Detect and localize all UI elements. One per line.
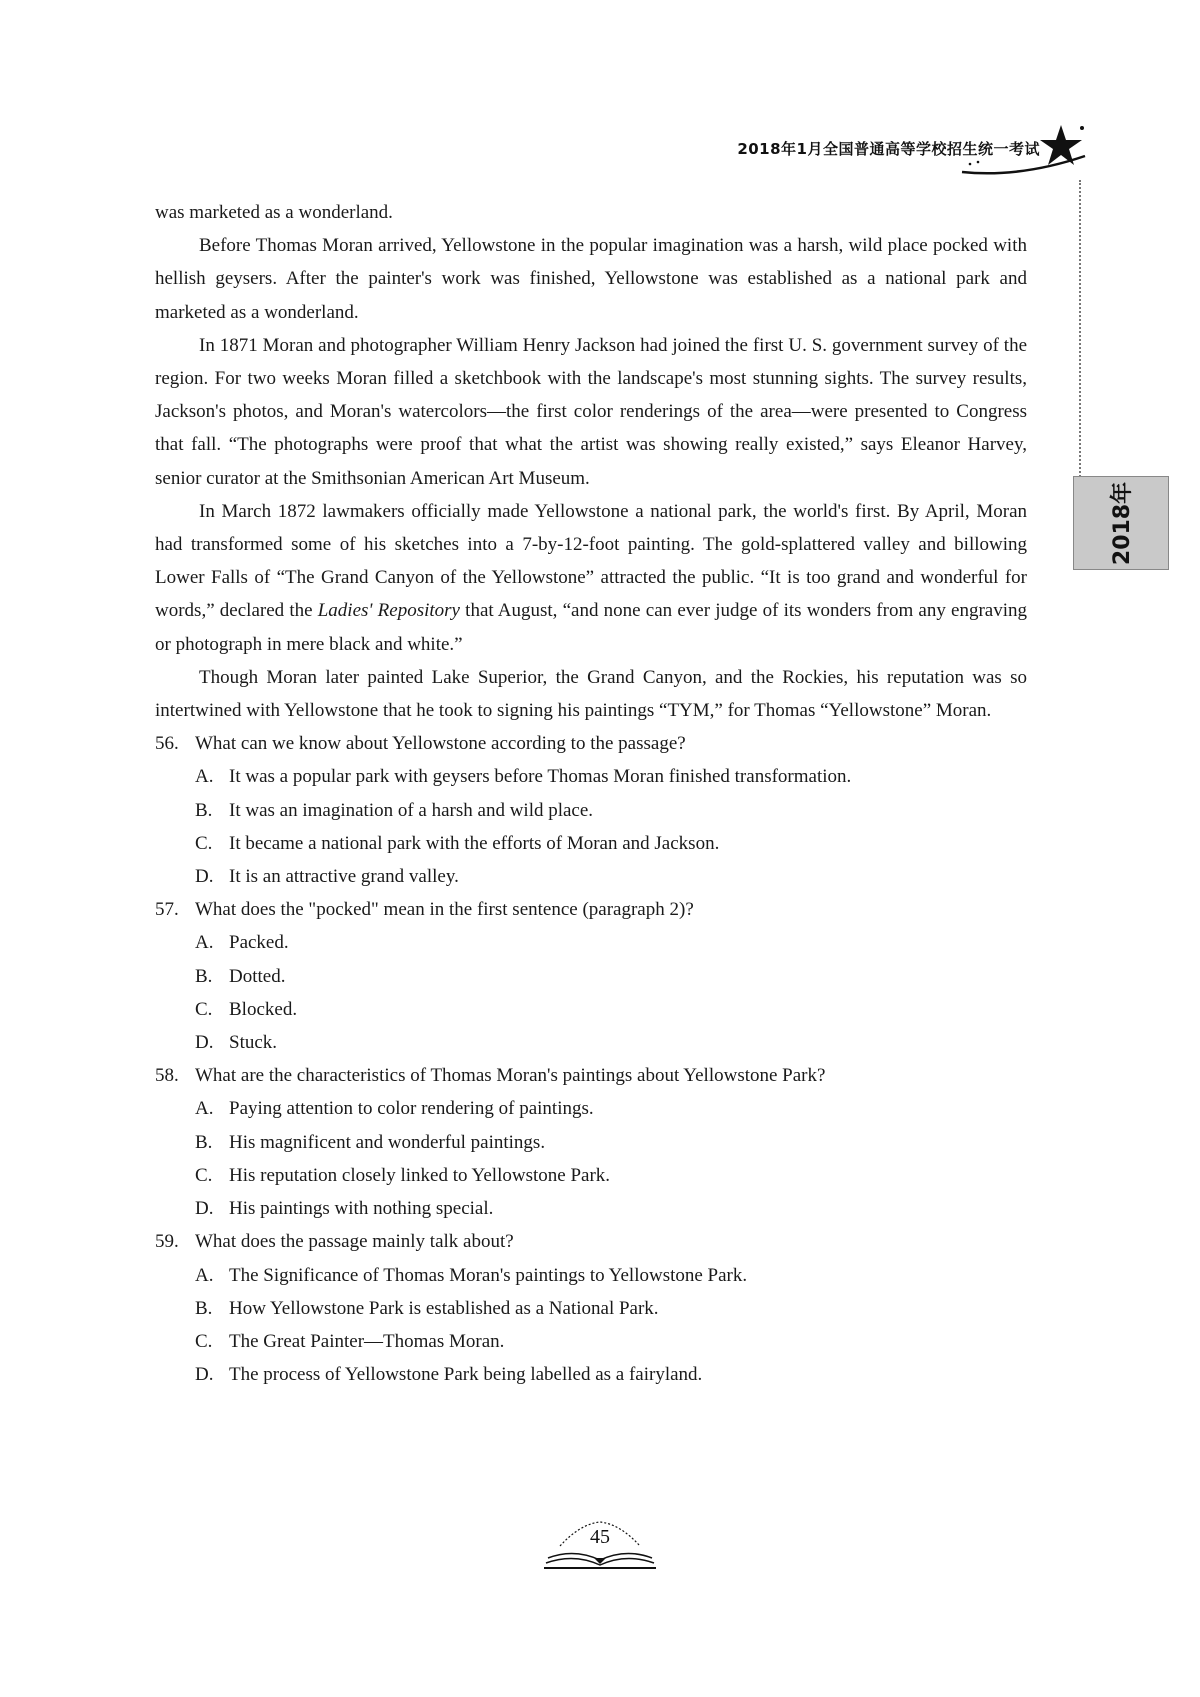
option-text: Stuck.: [229, 1032, 278, 1054]
option-key: B.: [195, 799, 213, 821]
option-text: Paying attention to color rendering of paintings.: [229, 1098, 594, 1120]
passage-paragraph: [155, 495, 1027, 661]
option-text: Blocked.: [229, 998, 298, 1020]
question-stem: [155, 1059, 1027, 1092]
answer-option: [155, 960, 1027, 993]
answer-option: [155, 1325, 1027, 1358]
exam-header-title: 2018年1月全国普通高等学校招生统一考试: [737, 140, 1040, 158]
answer-option: [155, 1159, 1027, 1192]
question-text: What are the characteristics of Thomas Moran's paintings about Yellowstone Park?: [195, 1065, 826, 1087]
option-key: B.: [195, 965, 213, 987]
passage-paragraph: Though Moran later painted Lake Superior, the Grand Canyon, and the Rockies, his reputation was so intertwined with Yellowstone that he took to signing his paintings “TYM,” for Thomas “Yellowstone” Moran.: [155, 666, 1027, 722]
answer-option: [155, 794, 1027, 827]
answer-option: [155, 1092, 1027, 1125]
answer-option: [155, 1292, 1027, 1325]
answer-option: [155, 1126, 1027, 1159]
answer-option: [155, 1358, 1027, 1391]
answer-option: [155, 993, 1027, 1026]
option-key: D.: [195, 1198, 214, 1220]
option-key: A.: [195, 766, 214, 788]
option-key: D.: [195, 866, 214, 888]
question-number: 56.: [155, 733, 179, 755]
passage-text: In March 1872 lawmakers officially made Yellowstone a national park, the world's first. By April, Moran had transformed some of his sketches into a 7-by-12-foot painting. The gold-splattered valley and billowing Lower Falls of “The Grand Canyon of the Yellowstone” attracted the public. “It is too grand and wonderful for words,” declared the: [155, 500, 1027, 622]
question-number: 59.: [155, 1231, 179, 1253]
passage-paragraph: Before Thomas Moran arrived, Yellowstone in the popular imagination was a harsh, wild place pocked with hellish geysers. After the painter's work was finished, Yellowstone was established as a national park and marketed as a wonderland.: [155, 235, 1027, 323]
option-text: Dotted.: [229, 965, 286, 987]
option-text: It became a national park with the efforts of Moran and Jackson.: [229, 832, 720, 854]
answer-option: [155, 1192, 1027, 1225]
option-text: How Yellowstone Park is established as a National Park.: [229, 1297, 659, 1319]
year-side-tab-label: 2018年: [1110, 481, 1136, 565]
option-text: His paintings with nothing special.: [229, 1198, 494, 1220]
option-text: The Great Painter—Thomas Moran.: [229, 1330, 505, 1352]
option-text: It is an attractive grand valley.: [229, 866, 459, 888]
option-text: His magnificent and wonderful paintings.: [229, 1131, 546, 1153]
question-number: 58.: [155, 1065, 179, 1087]
option-text: Packed.: [229, 932, 289, 954]
option-key: D.: [195, 1032, 214, 1054]
passage-paragraph: In 1871 Moran and photographer William Henry Jackson had joined the first U. S. government survey of the region. For two weeks Moran filled a sketchbook with the landscape's most stunning sights. The survey results, Jackson's photos, and Moran's watercolors—the first color renderings of the area—were presented to Congress that fall. “The photographs were proof that what the artist was showing really existed,” says Eleanor Harvey, senior curator at the Smithsonian American Art Museum.: [155, 334, 1027, 489]
page-footer: [540, 1518, 660, 1576]
option-text: The Significance of Thomas Moran's paintings to Yellowstone Park.: [229, 1264, 748, 1286]
answer-option: [155, 760, 1027, 793]
passage-paragraph: was marketed as a wonderland.: [155, 202, 393, 223]
option-key: B.: [195, 1297, 213, 1319]
page-number: 45: [590, 1526, 610, 1548]
option-text: It was a popular park with geysers before Thomas Moran finished transformation.: [229, 766, 852, 788]
answer-option: [155, 827, 1027, 860]
option-key: A.: [195, 932, 214, 954]
reading-content: [155, 196, 1027, 1391]
question-list: [155, 727, 1027, 1391]
swoosh-decoration: [960, 150, 1090, 180]
option-key: A.: [195, 1264, 214, 1286]
question-text: What does the passage mainly talk about?: [195, 1231, 514, 1253]
option-key: C.: [195, 832, 213, 854]
option-key: A.: [195, 1098, 214, 1120]
option-text: His reputation closely linked to Yellowstone Park.: [229, 1164, 611, 1186]
option-key: C.: [195, 1330, 213, 1352]
answer-option: [155, 860, 1027, 893]
margin-dotted-line: [1079, 180, 1081, 480]
year-side-tab: [1073, 476, 1169, 570]
option-key: C.: [195, 998, 213, 1020]
question-number: 57.: [155, 899, 179, 921]
option-key: C.: [195, 1164, 213, 1186]
question-stem: [155, 1225, 1027, 1258]
option-text: It was an imagination of a harsh and wild place.: [229, 799, 594, 821]
option-key: D.: [195, 1364, 214, 1386]
publication-title: Ladies' Repository: [317, 600, 460, 622]
question-text: What does the "pocked" mean in the first sentence (paragraph 2)?: [195, 899, 694, 921]
question-stem: [155, 893, 1027, 926]
question-text: What can we know about Yellowstone according to the passage?: [195, 733, 686, 755]
option-key: B.: [195, 1131, 213, 1153]
answer-option: [155, 926, 1027, 959]
passage-text: that August, “and none can ever judge of its wonders from any engraving or photograph in mere black and white.”: [155, 600, 1028, 655]
answer-option: [155, 1259, 1027, 1292]
answer-option: [155, 1026, 1027, 1059]
question-stem: [155, 727, 1027, 760]
option-text: The process of Yellowstone Park being labelled as a fairyland.: [229, 1364, 703, 1386]
